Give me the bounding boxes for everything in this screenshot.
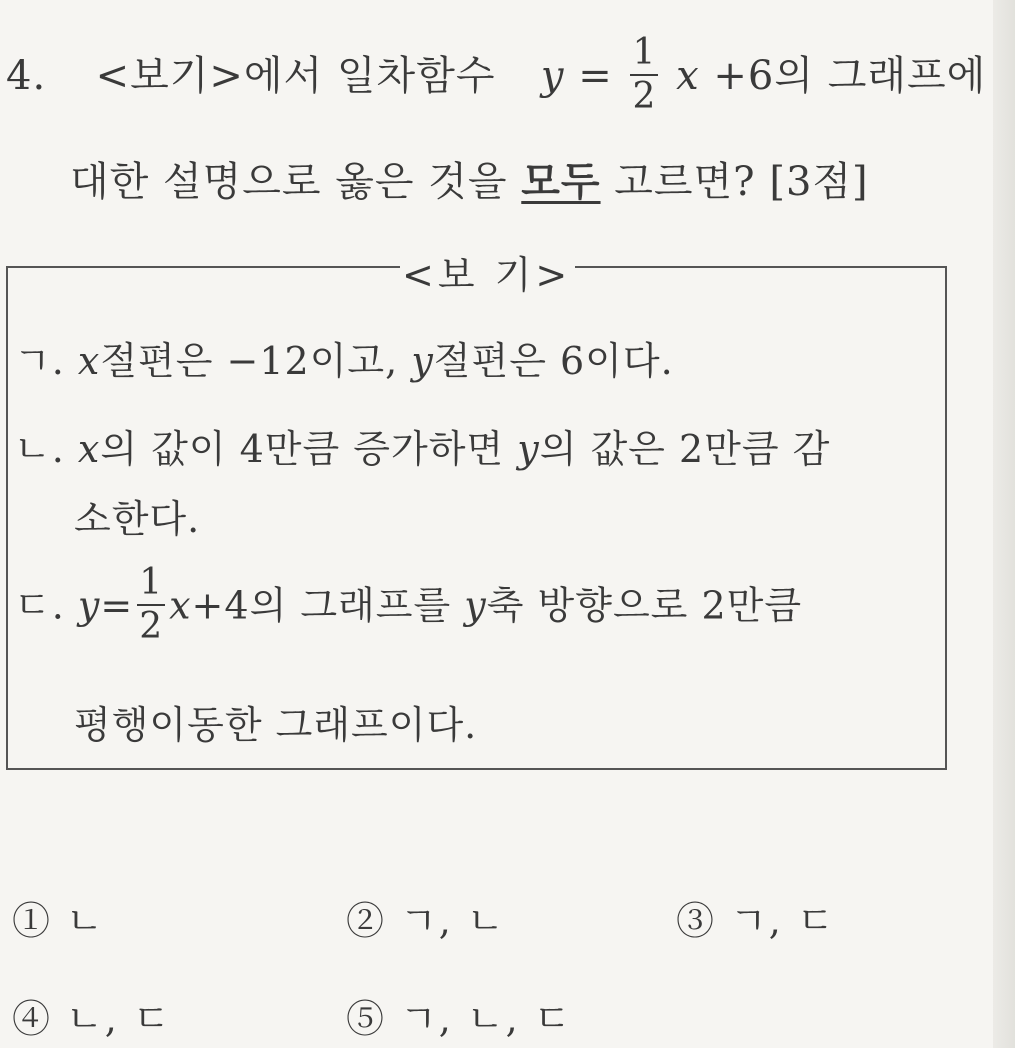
question-text-line2-prefix: 대한 설명으로 옳은 것을 (70, 159, 508, 205)
question-text-line2-suffix: 고르면? [3점] (614, 159, 869, 205)
choice-3[interactable]: ③ ㄱ, ㄷ (676, 899, 836, 943)
question-line-2 (70, 150, 869, 207)
bogi-item-2-var-y: y (517, 427, 540, 471)
bogi-item-1-var-x: x (77, 339, 101, 383)
question-line-1 (6, 32, 987, 122)
bogi-item-3-eq-equals: = (100, 583, 134, 628)
bogi-item-1-var-y: y (411, 339, 434, 383)
equation-fraction (630, 32, 658, 118)
bogi-item-3-fraction-numerator: 1 (137, 562, 165, 606)
fraction-denominator: 2 (632, 76, 657, 117)
bogi-item-3-fraction-denominator: 2 (139, 606, 164, 647)
bogi-item-1-marker: ㄱ. (14, 339, 65, 383)
bogi-item-3-eq-y: y (77, 583, 101, 628)
fraction-numerator: 1 (630, 32, 658, 76)
bogi-item-3-text: 축 방향으로 2만큼 (486, 583, 803, 628)
bogi-item-3-var-y: y (464, 583, 487, 628)
bogi-item-2-var-x: x (77, 427, 101, 471)
equation-x: x (676, 53, 700, 99)
bogi-item-3 (14, 562, 803, 652)
choice-1[interactable]: ① ㄴ (12, 899, 105, 943)
bogi-item-1-text-1: 절편은 −12이고, (100, 339, 399, 383)
bogi-item-2-marker: ㄴ. (14, 427, 65, 471)
page-edge-shadow (993, 0, 1015, 1048)
equation-y: y (540, 53, 565, 99)
bogi-title: <보 기> (402, 253, 572, 297)
bogi-item-3-fraction (137, 562, 165, 648)
choice-2[interactable]: ② ㄱ, ㄴ (346, 899, 506, 943)
equation-equals: = (578, 53, 613, 99)
bogi-item-2-text-1: 의 값이 4만큼 증가하면 (100, 427, 505, 471)
question-number: 4. (6, 53, 47, 99)
bogi-item-3-eq-x: x (169, 583, 192, 628)
bogi-item-3-continuation: 평행이동한 그래프이다. (74, 703, 478, 747)
bogi-item-1 (14, 330, 674, 385)
bogi-item-3-marker: ㄷ. (14, 583, 65, 628)
choice-5[interactable]: ⑤ ㄱ, ㄴ, ㄷ (346, 997, 573, 1041)
question-text-tail: +6의 그래프에 (713, 53, 987, 99)
bogi-item-2 (14, 418, 830, 473)
bogi-item-2-text-2: 의 값은 2만큼 감 (539, 427, 831, 471)
question-emphasis: 모두 (521, 158, 601, 205)
bogi-item-2-continuation: 소한다. (74, 497, 201, 541)
choice-4[interactable]: ④ ㄴ, ㄷ (12, 997, 172, 1041)
question-text-prefix: <보기>에서 일차함수 (95, 53, 496, 99)
bogi-item-1-text-2: 절편은 6이다. (433, 339, 674, 383)
bogi-item-3-eq-tail: +4의 그래프를 (191, 583, 452, 628)
